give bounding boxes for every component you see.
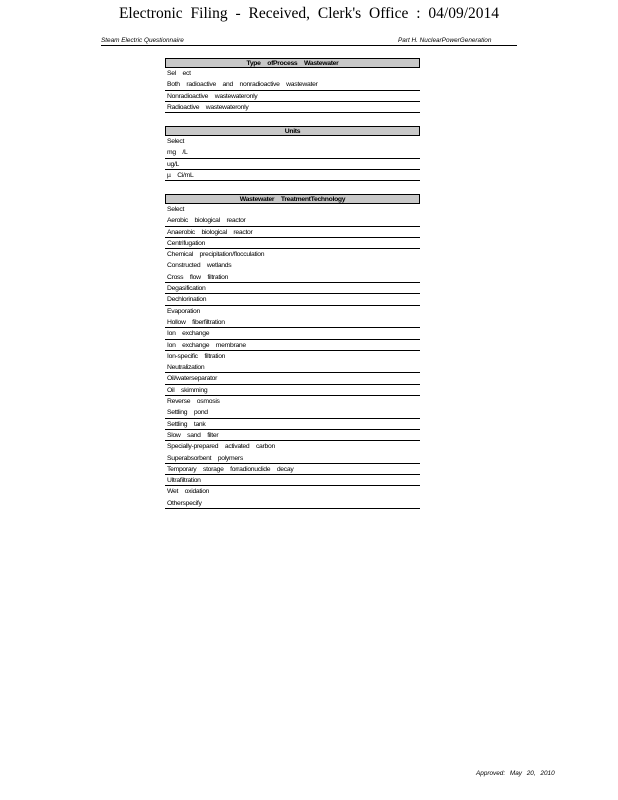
table-row: Ion exchange membrane: [165, 340, 420, 351]
table-row: Settling pond: [165, 407, 420, 418]
table-title: Units: [165, 126, 420, 136]
approval-date: Approved: May 20, 2010: [476, 770, 555, 777]
header-right-title: Part H. NuclearPowerGeneration: [398, 37, 492, 44]
table-row: mg /L: [165, 147, 420, 158]
header-left-title: Steam Electric Questionnaire: [101, 37, 184, 44]
table-row: Nonradioactive wastewateronly: [165, 91, 420, 102]
table-row: Reverse osmosis: [167, 398, 220, 406]
table-row: Constructed wetlands: [167, 262, 232, 270]
table-row: Ultrafiltration: [165, 475, 420, 486]
table-row: Anaerobic biological reactor: [165, 227, 420, 238]
table-row: Evaporation: [167, 307, 200, 315]
table-row: Temporary storage forradionuclide decay: [165, 464, 420, 475]
table-row: Radioactive wastewateronly: [165, 102, 420, 113]
table-row: Aerobic biological reactor: [165, 215, 420, 226]
table-row: Centrifugation: [165, 238, 420, 249]
table-row: Select: [167, 138, 185, 145]
table-row: Specially-prepared activated carbon: [167, 443, 275, 451]
table-row: Both radioactive and nonradioactive wastewater: [165, 79, 420, 90]
table-row: µ Ci/mL: [165, 170, 420, 181]
table-row: Select: [167, 206, 185, 213]
table-row: Sel ect: [167, 70, 191, 77]
table-row: Hollow fiberfiltration: [165, 317, 420, 328]
table-row: Dechlorination: [165, 294, 420, 305]
treatment-technology-table: [165, 194, 420, 509]
table-row: ug/L: [165, 159, 420, 170]
table-row: Settling tank: [165, 419, 420, 430]
table-row: Chemical precipitation/flocculation: [167, 251, 265, 259]
table-row: Oil/waterseparator: [165, 373, 420, 384]
table-row: Otherspecify: [165, 498, 420, 509]
units-table: [165, 126, 420, 181]
filing-stamp: Electronic Filing - Received, Clerk's Office : 04/09/2014: [118, 5, 500, 22]
table-row: Neutralization: [165, 362, 420, 373]
table-row: Slow sand filter: [165, 430, 420, 441]
table-title: Type ofProcess Wastewater: [165, 58, 420, 68]
table-row: Wet oxidation: [167, 488, 210, 496]
table-row: Oil skimming: [165, 385, 420, 396]
header-rule: [101, 45, 517, 46]
table-row: Ion-specific filtration: [167, 352, 226, 360]
table-row: Degasification: [165, 283, 420, 294]
table-title: Wastewater TreatmentTechnology: [165, 194, 420, 204]
table-row: Ion exchange: [165, 328, 420, 339]
process-wastewater-table: [165, 58, 420, 113]
table-row: Cross flow filtration: [165, 272, 420, 283]
table-row: Superabsorbent polymers: [165, 453, 420, 464]
